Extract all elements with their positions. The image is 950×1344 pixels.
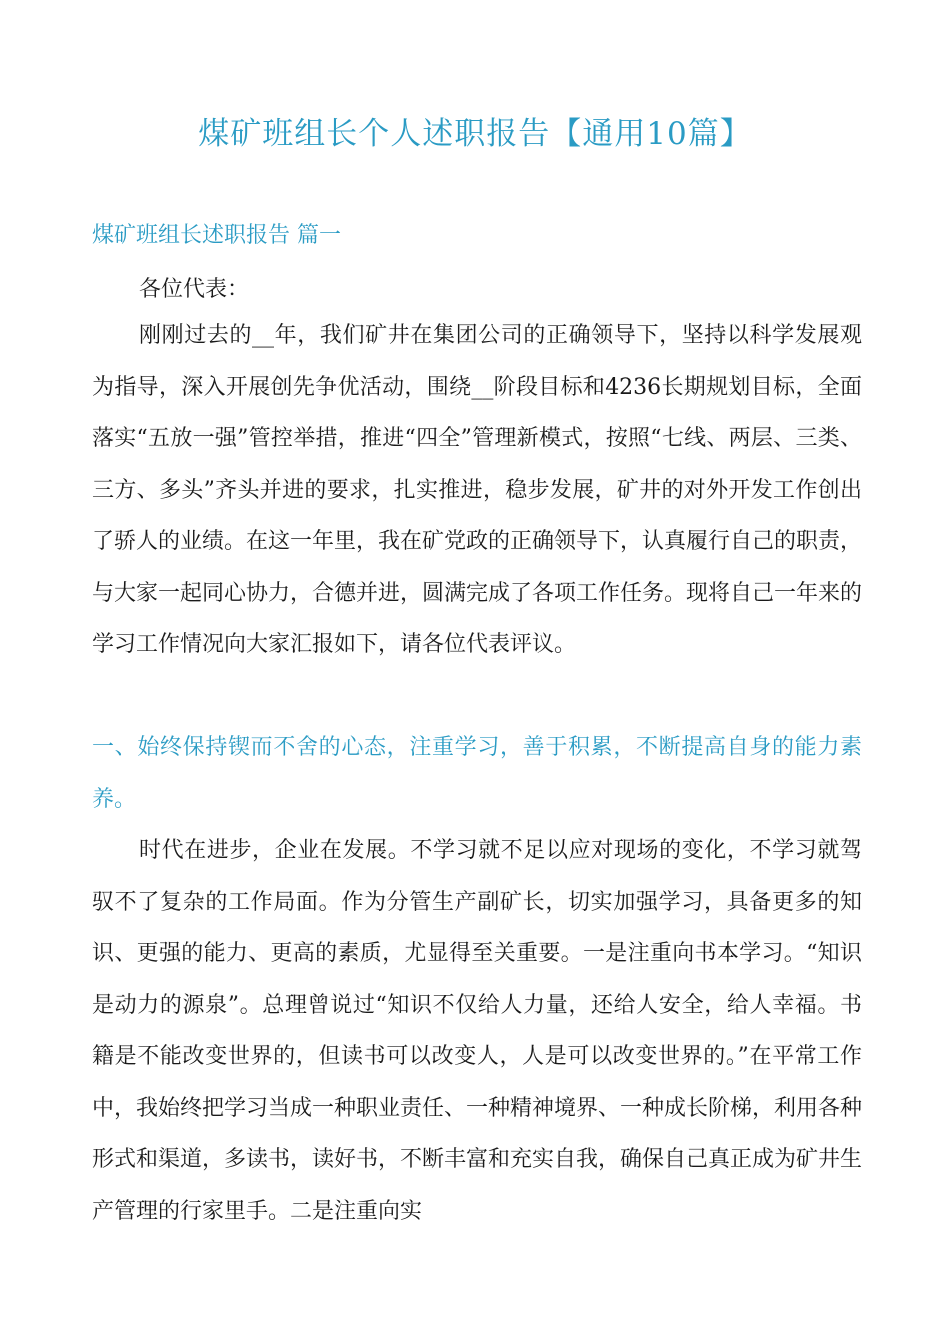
paragraph-2: 时代在进步，企业在发展。不学习就不足以应对现场的变化，不学习就驾驭不了复杂的工作局面。作为分管生产副矿长，切实加强学习，具备更多的知识、更强的能力、更高的素质，尤显得至关重要。一是注重向书本学习。“知识是动力的源泉”。总理曾说过“知识不仅给人力量，还给人安全，给人幸福。书籍是不能改变世界的，但读书可以改变人，人是可以改变世界的。”在平常工作中，我始终把学习当成一种职业责任、一种精神境界、一种成长阶梯，利用各种形式和渠道，多读书，读好书，不断丰富和充实自我，确保自己真正成为矿井生产管理的行家里手。二是注重向实 xyxy=(92,838,863,1224)
salutation: 各位代表： xyxy=(139,277,250,302)
subheading-1: 一、始终保持锲而不舍的心态，注重学习，善于积累，不断提高自身的能力素养。 xyxy=(92,735,862,812)
section-heading: 煤矿班组长述职报告 篇一 xyxy=(92,223,341,248)
document-title: 煤矿班组长个人述职报告【通用10篇】 xyxy=(198,116,752,152)
paragraph-1: 刚刚过去的__年，我们矿井在集团公司的正确领导下，坚持以科学发展观为指导，深入开展创先争优活动，围绕__阶段目标和4236长期规划目标，全面落实“五放一强”管控举措，推进“四全”管理新模式，按照“七线、两层、三类、三方、多头”齐头并进的要求，扎实推进，稳步发展，矿井的对外开发工作创出了骄人的业绩。在这一年里，我在矿党政的正确领导下，认真履行自己的职责，与大家一起同心协力，合德并进，圆满完成了各项工作任务。现将自己一年来的学习工作情况向大家汇报如下，请各位代表评议。 xyxy=(92,323,863,657)
